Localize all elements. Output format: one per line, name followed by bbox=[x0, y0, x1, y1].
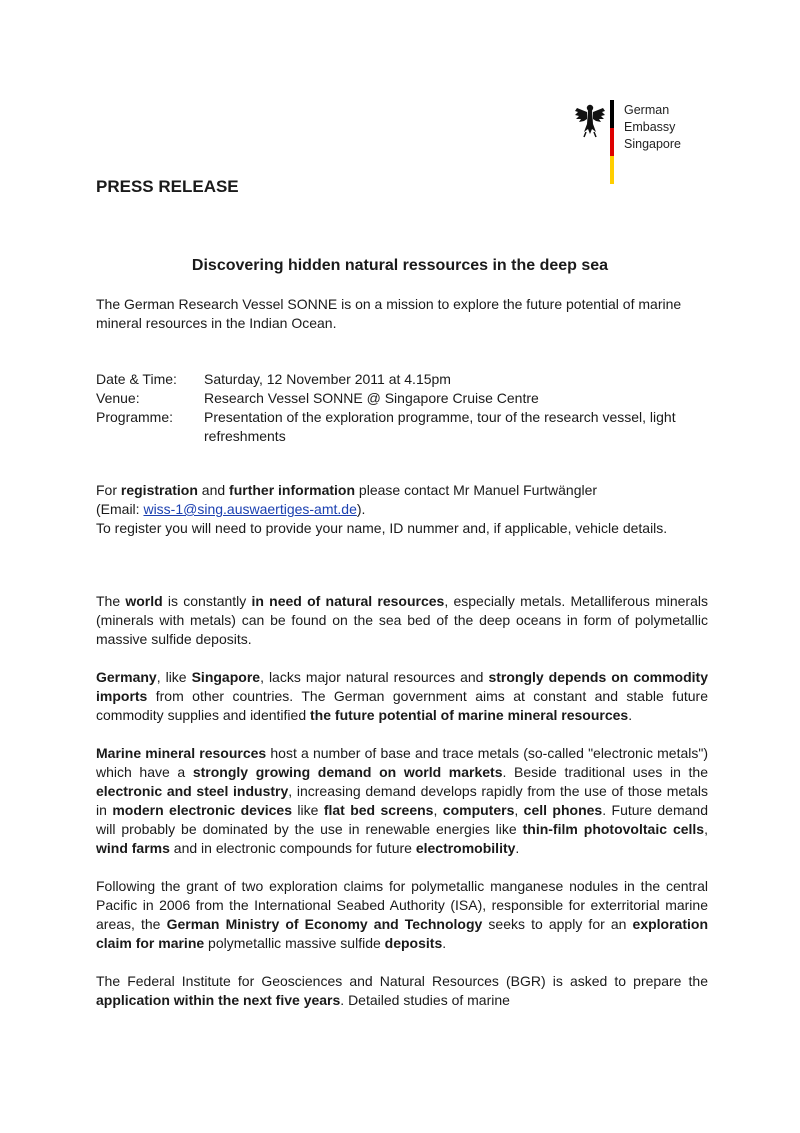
bold-text: in need of natural resources bbox=[251, 593, 445, 609]
text: from other countries. The German government aims at constant and stable future commodity supplies and identified bbox=[96, 688, 708, 723]
paragraph-marine-resources bbox=[96, 744, 708, 858]
embassy-name bbox=[624, 102, 681, 153]
embassy-name-line2: Embassy bbox=[624, 120, 676, 134]
flag-gold-stripe bbox=[610, 156, 614, 184]
event-details bbox=[96, 370, 708, 446]
text: The Federal Institute for Geosciences and Natural Resources (BGR) is asked to prepare the bbox=[96, 973, 708, 989]
detail-label: Venue: bbox=[96, 390, 140, 406]
bold-text: strongly growing demand on world markets bbox=[192, 764, 503, 780]
text: The bbox=[96, 593, 126, 609]
text: , bbox=[433, 802, 443, 818]
text: polymetallic massive sulfide bbox=[204, 935, 385, 951]
bold-text: registration bbox=[120, 482, 198, 498]
bold-text: electronic and steel industry bbox=[96, 783, 289, 799]
bold-text: world bbox=[125, 593, 163, 609]
bold-text: flat bed screens bbox=[323, 802, 434, 818]
detail-value: Saturday, 12 November 2011 at 4.15pm bbox=[204, 371, 451, 387]
text: , especially metals. Metalliferous minerals (minerals with metals) can be found on the sea bed of the deep oceans in form of polymetallic massive sulfide deposits. bbox=[96, 593, 708, 647]
text: , bbox=[514, 802, 524, 818]
detail-value: Presentation of the exploration programme, tour of the research vessel, light refreshments bbox=[204, 409, 676, 444]
bold-text: deposits bbox=[384, 935, 443, 951]
text: , like bbox=[156, 669, 192, 685]
detail-label: Programme: bbox=[96, 409, 174, 425]
text: and bbox=[197, 482, 230, 498]
text: For bbox=[96, 482, 121, 498]
federal-eagle-icon bbox=[574, 102, 606, 138]
text: and in electronic compounds for future bbox=[169, 840, 416, 856]
embassy-logo bbox=[574, 100, 714, 184]
embassy-name-line1: German bbox=[624, 103, 670, 117]
text: . bbox=[515, 840, 520, 856]
bold-text: wind farms bbox=[96, 840, 170, 856]
paragraph-exploration-claims bbox=[96, 877, 708, 953]
flag-color-bar bbox=[610, 100, 614, 184]
intro-paragraph: The German Research Vessel SONNE is on a mission to explore the future potential of marine mineral resources in the Indian Ocean. bbox=[96, 296, 682, 331]
paragraph-bgr bbox=[96, 972, 708, 1010]
text: is constantly bbox=[162, 593, 252, 609]
bold-text: Marine mineral resources bbox=[96, 745, 267, 761]
flag-red-stripe bbox=[610, 128, 614, 156]
text: like bbox=[291, 802, 324, 818]
bold-text: application within the next five years bbox=[96, 992, 341, 1008]
text: please contact Mr Manuel Furtwängler bbox=[355, 482, 598, 498]
detail-value: Research Vessel SONNE @ Singapore Cruise Centre bbox=[204, 390, 539, 406]
text: Following the grant of two exploration claims for polymetallic manganese nodules in the central Pacific in 2006 from the International Seabed Authority (ISA), responsible for exterritorial marine areas, the bbox=[96, 878, 708, 932]
bold-text: computers bbox=[442, 802, 515, 818]
text: . Future demand will probably be dominated by the use in renewable energies like bbox=[96, 802, 708, 837]
text: host a number of base and trace metals (so-called "electronic metals") which have a bbox=[96, 745, 708, 780]
bold-text: cell phones bbox=[523, 802, 603, 818]
flag-black-stripe bbox=[610, 100, 614, 128]
text: . bbox=[442, 935, 447, 951]
bold-text: Singapore bbox=[191, 669, 261, 685]
detail-row-date bbox=[96, 370, 708, 389]
bold-text: the future potential of marine mineral resources bbox=[310, 707, 629, 723]
press-release-heading: PRESS RELEASE bbox=[96, 177, 239, 196]
bold-text: strongly depends on commodity imports bbox=[96, 669, 709, 704]
text: (Email: bbox=[96, 501, 144, 517]
bold-text: exploration claim for marine bbox=[96, 916, 709, 951]
text: , increasing demand develops rapidly from the use of those metals in bbox=[96, 783, 708, 818]
text: . Beside traditional uses in the bbox=[502, 764, 708, 780]
bold-text: electromobility bbox=[415, 840, 516, 856]
bold-text: German Ministry of Economy and Technology bbox=[166, 916, 483, 932]
register-note: To register you will need to provide your name, ID nummer and, if applicable, vehicle details. bbox=[96, 520, 668, 536]
text: . bbox=[628, 707, 633, 723]
text: ). bbox=[356, 501, 366, 517]
body-text bbox=[96, 592, 708, 1029]
paragraph-germany bbox=[96, 668, 708, 725]
bold-text: Germany bbox=[96, 669, 157, 685]
detail-row-programme bbox=[96, 408, 708, 446]
bold-text: thin-film photovoltaic cells bbox=[522, 821, 705, 837]
detail-label: Date & Time: bbox=[96, 371, 177, 387]
contact-paragraph bbox=[96, 481, 708, 538]
email-link[interactable]: wiss-1@sing.auswaertiges-amt.de bbox=[143, 501, 357, 517]
bold-text: modern electronic devices bbox=[112, 802, 292, 818]
headline: Discovering hidden natural ressources in the deep sea bbox=[191, 257, 609, 274]
text: , bbox=[704, 821, 708, 837]
text: , lacks major natural resources and bbox=[260, 669, 489, 685]
text: . Detailed studies of marine bbox=[340, 992, 510, 1008]
paragraph-world-needs bbox=[96, 592, 708, 649]
embassy-name-line3: Singapore bbox=[624, 137, 681, 151]
text: seeks to apply for an bbox=[482, 916, 633, 932]
detail-row-venue bbox=[96, 389, 708, 408]
bold-text: further information bbox=[229, 482, 356, 498]
